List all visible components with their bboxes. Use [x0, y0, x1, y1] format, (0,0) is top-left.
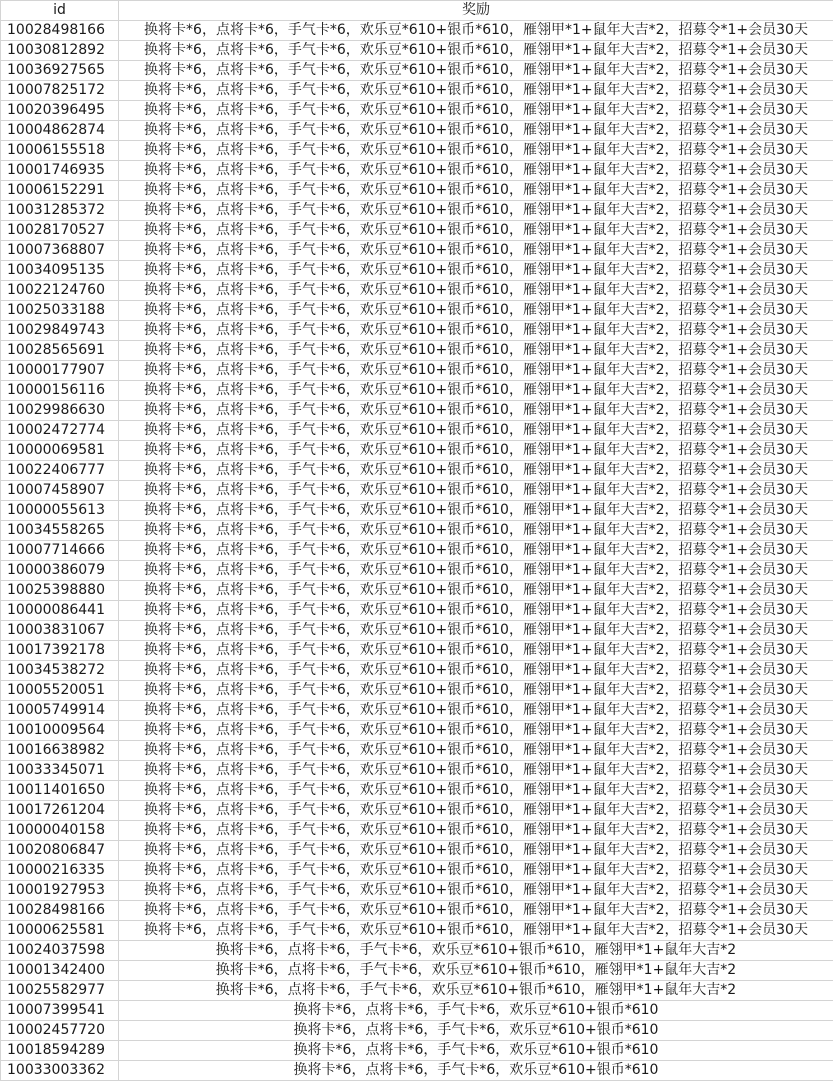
reward-cell[interactable]: 换将卡*6，点将卡*6，手气卡*6，欢乐豆*610+银币*610，雁翎甲*1+鼠年大吉*2，招募令*1+会员30天 — [119, 121, 833, 141]
id-cell[interactable]: 10004862874 — [1, 121, 119, 141]
table-row — [1, 841, 833, 861]
reward-cell[interactable]: 换将卡*6，点将卡*6，手气卡*6，欢乐豆*610+银币*610，雁翎甲*1+鼠年大吉*2，招募令*1+会员30天 — [119, 541, 833, 561]
table-row — [1, 401, 833, 421]
id-cell[interactable]: 10031285372 — [1, 201, 119, 221]
table-row — [1, 1041, 833, 1061]
reward-cell[interactable]: 换将卡*6，点将卡*6，手气卡*6，欢乐豆*610+银币*610，雁翎甲*1+鼠年大吉*2，招募令*1+会员30天 — [119, 421, 833, 441]
id-cell[interactable]: 10033345071 — [1, 761, 119, 781]
reward-cell[interactable]: 换将卡*6，点将卡*6，手气卡*6，欢乐豆*610+银币*610，雁翎甲*1+鼠年大吉*2，招募令*1+会员30天 — [119, 101, 833, 121]
id-cell[interactable]: 10007368807 — [1, 241, 119, 261]
table-row — [1, 741, 833, 761]
reward-cell[interactable]: 换将卡*6，点将卡*6，手气卡*6，欢乐豆*610+银币*610，雁翎甲*1+鼠年大吉*2，招募令*1+会员30天 — [119, 901, 833, 921]
reward-cell[interactable]: 换将卡*6，点将卡*6，手气卡*6，欢乐豆*610+银币*610，雁翎甲*1+鼠年大吉*2，招募令*1+会员30天 — [119, 401, 833, 421]
reward-cell[interactable]: 换将卡*6，点将卡*6，手气卡*6，欢乐豆*610+银币*610，雁翎甲*1+鼠年大吉*2，招募令*1+会员30天 — [119, 861, 833, 881]
id-cell[interactable]: 10025033188 — [1, 301, 119, 321]
table-row — [1, 381, 833, 401]
id-cell[interactable]: 10000216335 — [1, 861, 119, 881]
table-row — [1, 221, 833, 241]
table-row — [1, 981, 833, 1001]
table-row — [1, 181, 833, 201]
table-row — [1, 441, 833, 461]
id-cell[interactable]: 10006155518 — [1, 141, 119, 161]
id-cell[interactable]: 10000069581 — [1, 441, 119, 461]
reward-cell[interactable]: 换将卡*6，点将卡*6，手气卡*6，欢乐豆*610+银币*610，雁翎甲*1+鼠年大吉*2，招募令*1+会员30天 — [119, 61, 833, 81]
header-reward[interactable]: 奖励 — [119, 1, 833, 21]
id-cell[interactable]: 10028565691 — [1, 341, 119, 361]
id-cell[interactable]: 10033003362 — [1, 1061, 119, 1081]
reward-cell[interactable]: 换将卡*6，点将卡*6，手气卡*6，欢乐豆*610+银币*610，雁翎甲*1+鼠年大吉*2，招募令*1+会员30天 — [119, 681, 833, 701]
id-cell[interactable]: 10010009564 — [1, 721, 119, 741]
table-row — [1, 661, 833, 681]
table-row — [1, 761, 833, 781]
id-cell[interactable]: 10018594289 — [1, 1041, 119, 1061]
table-row — [1, 1061, 833, 1081]
reward-cell[interactable]: 换将卡*6，点将卡*6，手气卡*6，欢乐豆*610+银币*610，雁翎甲*1+鼠年大吉*2，招募令*1+会员30天 — [119, 881, 833, 901]
reward-cell[interactable]: 换将卡*6，点将卡*6，手气卡*6，欢乐豆*610+银币*610，雁翎甲*1+鼠年大吉*2，招募令*1+会员30天 — [119, 441, 833, 461]
table-row — [1, 261, 833, 281]
table-row — [1, 541, 833, 561]
reward-cell[interactable]: 换将卡*6，点将卡*6，手气卡*6，欢乐豆*610+银币*610 — [119, 1061, 833, 1081]
reward-cell[interactable]: 换将卡*6，点将卡*6，手气卡*6，欢乐豆*610+银币*610，雁翎甲*1+鼠年大吉*2，招募令*1+会员30天 — [119, 501, 833, 521]
id-cell[interactable]: 10001927953 — [1, 881, 119, 901]
reward-cell[interactable]: 换将卡*6，点将卡*6，手气卡*6，欢乐豆*610+银币*610，雁翎甲*1+鼠年大吉*2，招募令*1+会员30天 — [119, 301, 833, 321]
id-cell[interactable]: 10007825172 — [1, 81, 119, 101]
reward-cell[interactable]: 换将卡*6，点将卡*6，手气卡*6，欢乐豆*610+银币*610，雁翎甲*1+鼠年大吉*2，招募令*1+会员30天 — [119, 621, 833, 641]
reward-cell[interactable]: 换将卡*6，点将卡*6，手气卡*6，欢乐豆*610+银币*610，雁翎甲*1+鼠年大吉*2，招募令*1+会员30天 — [119, 581, 833, 601]
reward-cell[interactable]: 换将卡*6，点将卡*6，手气卡*6，欢乐豆*610+银币*610，雁翎甲*1+鼠年大吉*2，招募令*1+会员30天 — [119, 561, 833, 581]
table-row — [1, 681, 833, 701]
reward-cell[interactable]: 换将卡*6，点将卡*6，手气卡*6，欢乐豆*610+银币*610，雁翎甲*1+鼠年大吉*2，招募令*1+会员30天 — [119, 661, 833, 681]
table-row — [1, 1001, 833, 1021]
table-row — [1, 241, 833, 261]
table-row — [1, 521, 833, 541]
id-cell[interactable]: 10000177907 — [1, 361, 119, 381]
id-cell[interactable]: 10016638982 — [1, 741, 119, 761]
table-row — [1, 961, 833, 981]
table-row — [1, 601, 833, 621]
id-cell[interactable]: 10000055613 — [1, 501, 119, 521]
reward-cell[interactable]: 换将卡*6，点将卡*6，手气卡*6，欢乐豆*610+银币*610，雁翎甲*1+鼠年大吉*2，招募令*1+会员30天 — [119, 221, 833, 241]
table-row — [1, 501, 833, 521]
table-body — [1, 21, 833, 1081]
id-cell[interactable]: 10024037598 — [1, 941, 119, 961]
reward-cell[interactable]: 换将卡*6，点将卡*6，手气卡*6，欢乐豆*610+银币*610，雁翎甲*1+鼠年大吉*2，招募令*1+会员30天 — [119, 41, 833, 61]
reward-cell[interactable]: 换将卡*6，点将卡*6，手气卡*6，欢乐豆*610+银币*610，雁翎甲*1+鼠年大吉*2，招募令*1+会员30天 — [119, 201, 833, 221]
table-row — [1, 41, 833, 61]
id-cell[interactable]: 10029986630 — [1, 401, 119, 421]
reward-cell[interactable]: 换将卡*6，点将卡*6，手气卡*6，欢乐豆*610+银币*610，雁翎甲*1+鼠年大吉*2，招募令*1+会员30天 — [119, 381, 833, 401]
table-row — [1, 301, 833, 321]
table-row — [1, 641, 833, 661]
table-row — [1, 581, 833, 601]
table-row — [1, 801, 833, 821]
reward-cell[interactable]: 换将卡*6，点将卡*6，手气卡*6，欢乐豆*610+银币*610，雁翎甲*1+鼠年大吉*2，招募令*1+会员30天 — [119, 921, 833, 941]
id-cell[interactable]: 10030812892 — [1, 41, 119, 61]
table-row — [1, 701, 833, 721]
reward-cell[interactable]: 换将卡*6，点将卡*6，手气卡*6，欢乐豆*610+银币*610，雁翎甲*1+鼠年大吉*2，招募令*1+会员30天 — [119, 161, 833, 181]
id-cell[interactable]: 10034558265 — [1, 521, 119, 541]
reward-cell[interactable]: 换将卡*6，点将卡*6，手气卡*6，欢乐豆*610+银币*610，雁翎甲*1+鼠年大吉*2，招募令*1+会员30天 — [119, 641, 833, 661]
id-cell[interactable]: 10000086441 — [1, 601, 119, 621]
table-row — [1, 421, 833, 441]
id-cell[interactable]: 10000625581 — [1, 921, 119, 941]
id-cell[interactable]: 10017392178 — [1, 641, 119, 661]
table-row — [1, 481, 833, 501]
reward-cell[interactable]: 换将卡*6，点将卡*6，手气卡*6，欢乐豆*610+银币*610，雁翎甲*1+鼠年大吉*2，招募令*1+会员30天 — [119, 281, 833, 301]
reward-cell[interactable]: 换将卡*6，点将卡*6，手气卡*6，欢乐豆*610+银币*610，雁翎甲*1+鼠年大吉*2，招募令*1+会员30天 — [119, 841, 833, 861]
id-cell[interactable]: 10028170527 — [1, 221, 119, 241]
header-id[interactable]: id — [1, 1, 119, 21]
reward-cell[interactable]: 换将卡*6，点将卡*6，手气卡*6，欢乐豆*610+银币*610，雁翎甲*1+鼠年大吉*2，招募令*1+会员30天 — [119, 821, 833, 841]
id-cell[interactable]: 10034095135 — [1, 261, 119, 281]
header-row — [1, 1, 833, 21]
reward-cell[interactable]: 换将卡*6，点将卡*6，手气卡*6，欢乐豆*610+银币*610，雁翎甲*1+鼠年大吉*2，招募令*1+会员30天 — [119, 721, 833, 741]
table-row — [1, 881, 833, 901]
id-cell[interactable]: 10025398880 — [1, 581, 119, 601]
reward-cell[interactable]: 换将卡*6，点将卡*6，手气卡*6，欢乐豆*610+银币*610 — [119, 1001, 833, 1021]
id-cell[interactable]: 10001342400 — [1, 961, 119, 981]
table-row — [1, 61, 833, 81]
reward-cell[interactable]: 换将卡*6，点将卡*6，手气卡*6，欢乐豆*610+银币*610，雁翎甲*1+鼠年大吉*2，招募令*1+会员30天 — [119, 81, 833, 101]
reward-cell[interactable]: 换将卡*6，点将卡*6，手气卡*6，欢乐豆*610+银币*610，雁翎甲*1+鼠年大吉*2，招募令*1+会员30天 — [119, 781, 833, 801]
reward-cell[interactable]: 换将卡*6，点将卡*6，手气卡*6，欢乐豆*610+银币*610，雁翎甲*1+鼠年大吉*2 — [119, 961, 833, 981]
id-cell[interactable]: 10007458907 — [1, 481, 119, 501]
table-row — [1, 201, 833, 221]
id-cell[interactable]: 10028498166 — [1, 21, 119, 41]
id-cell[interactable]: 10022406777 — [1, 461, 119, 481]
id-cell[interactable]: 10002457720 — [1, 1021, 119, 1041]
id-cell[interactable]: 10020806847 — [1, 841, 119, 861]
id-cell[interactable]: 10007714666 — [1, 541, 119, 561]
reward-cell[interactable]: 换将卡*6，点将卡*6，手气卡*6，欢乐豆*610+银币*610，雁翎甲*1+鼠年大吉*2，招募令*1+会员30天 — [119, 701, 833, 721]
table-row — [1, 101, 833, 121]
reward-cell[interactable]: 换将卡*6，点将卡*6，手气卡*6，欢乐豆*610+银币*610，雁翎甲*1+鼠年大吉*2，招募令*1+会员30天 — [119, 321, 833, 341]
reward-cell[interactable]: 换将卡*6，点将卡*6，手气卡*6，欢乐豆*610+银币*610，雁翎甲*1+鼠年大吉*2，招募令*1+会员30天 — [119, 801, 833, 821]
table-row — [1, 561, 833, 581]
reward-cell[interactable]: 换将卡*6，点将卡*6，手气卡*6，欢乐豆*610+银币*610，雁翎甲*1+鼠年大吉*2，招募令*1+会员30天 — [119, 461, 833, 481]
id-cell[interactable]: 10000156116 — [1, 381, 119, 401]
table-row — [1, 861, 833, 881]
id-cell[interactable]: 10011401650 — [1, 781, 119, 801]
table-row — [1, 901, 833, 921]
reward-cell[interactable]: 换将卡*6，点将卡*6，手气卡*6，欢乐豆*610+银币*610，雁翎甲*1+鼠年大吉*2，招募令*1+会员30天 — [119, 601, 833, 621]
table-row — [1, 121, 833, 141]
table-row — [1, 21, 833, 41]
id-cell[interactable]: 10007399541 — [1, 1001, 119, 1021]
id-cell[interactable]: 10006152291 — [1, 181, 119, 201]
id-cell[interactable]: 10005749914 — [1, 701, 119, 721]
table-row — [1, 621, 833, 641]
reward-cell[interactable]: 换将卡*6，点将卡*6，手气卡*6，欢乐豆*610+银币*610，雁翎甲*1+鼠年大吉*2 — [119, 981, 833, 1001]
id-cell[interactable]: 10000040158 — [1, 821, 119, 841]
id-cell[interactable]: 10002472774 — [1, 421, 119, 441]
id-cell[interactable]: 10003831067 — [1, 621, 119, 641]
reward-cell[interactable]: 换将卡*6，点将卡*6，手气卡*6，欢乐豆*610+银币*610 — [119, 1021, 833, 1041]
id-cell[interactable]: 10017261204 — [1, 801, 119, 821]
reward-cell[interactable]: 换将卡*6，点将卡*6，手气卡*6，欢乐豆*610+银币*610，雁翎甲*1+鼠年大吉*2，招募令*1+会员30天 — [119, 141, 833, 161]
id-cell[interactable]: 10028498166 — [1, 901, 119, 921]
id-cell[interactable]: 10022124760 — [1, 281, 119, 301]
table-row — [1, 361, 833, 381]
table-row — [1, 721, 833, 741]
table-row — [1, 161, 833, 181]
reward-cell[interactable]: 换将卡*6，点将卡*6，手气卡*6，欢乐豆*610+银币*610，雁翎甲*1+鼠年大吉*2，招募令*1+会员30天 — [119, 361, 833, 381]
id-cell[interactable]: 10034538272 — [1, 661, 119, 681]
table-row — [1, 141, 833, 161]
reward-cell[interactable]: 换将卡*6，点将卡*6，手气卡*6，欢乐豆*610+银币*610，雁翎甲*1+鼠年大吉*2，招募令*1+会员30天 — [119, 241, 833, 261]
id-cell[interactable]: 10005520051 — [1, 681, 119, 701]
reward-cell[interactable]: 换将卡*6，点将卡*6，手气卡*6，欢乐豆*610+银币*610，雁翎甲*1+鼠年大吉*2 — [119, 941, 833, 961]
table-row — [1, 1021, 833, 1041]
id-cell[interactable]: 10020396495 — [1, 101, 119, 121]
reward-cell[interactable]: 换将卡*6，点将卡*6，手气卡*6，欢乐豆*610+银币*610，雁翎甲*1+鼠年大吉*2，招募令*1+会员30天 — [119, 181, 833, 201]
reward-cell[interactable]: 换将卡*6，点将卡*6，手气卡*6，欢乐豆*610+银币*610，雁翎甲*1+鼠年大吉*2，招募令*1+会员30天 — [119, 261, 833, 281]
table-row — [1, 321, 833, 341]
id-cell[interactable]: 10000386079 — [1, 561, 119, 581]
table-row — [1, 341, 833, 361]
table-row — [1, 921, 833, 941]
reward-cell[interactable]: 换将卡*6，点将卡*6，手气卡*6，欢乐豆*610+银币*610，雁翎甲*1+鼠年大吉*2，招募令*1+会员30天 — [119, 521, 833, 541]
table-row — [1, 821, 833, 841]
reward-cell[interactable]: 换将卡*6，点将卡*6，手气卡*6，欢乐豆*610+银币*610，雁翎甲*1+鼠年大吉*2，招募令*1+会员30天 — [119, 761, 833, 781]
id-cell[interactable]: 10001746935 — [1, 161, 119, 181]
id-cell[interactable]: 10025582977 — [1, 981, 119, 1001]
table-row — [1, 781, 833, 801]
reward-cell[interactable]: 换将卡*6，点将卡*6，手气卡*6，欢乐豆*610+银币*610，雁翎甲*1+鼠年大吉*2，招募令*1+会员30天 — [119, 21, 833, 41]
table-row — [1, 941, 833, 961]
table-row — [1, 281, 833, 301]
reward-cell[interactable]: 换将卡*6，点将卡*6，手气卡*6，欢乐豆*610+银币*610，雁翎甲*1+鼠年大吉*2，招募令*1+会员30天 — [119, 741, 833, 761]
reward-cell[interactable]: 换将卡*6，点将卡*6，手气卡*6，欢乐豆*610+银币*610，雁翎甲*1+鼠年大吉*2，招募令*1+会员30天 — [119, 481, 833, 501]
id-cell[interactable]: 10036927565 — [1, 61, 119, 81]
id-cell[interactable]: 10029849743 — [1, 321, 119, 341]
table-row — [1, 81, 833, 101]
reward-cell[interactable]: 换将卡*6，点将卡*6，手气卡*6，欢乐豆*610+银币*610，雁翎甲*1+鼠年大吉*2，招募令*1+会员30天 — [119, 341, 833, 361]
table-row — [1, 461, 833, 481]
reward-cell[interactable]: 换将卡*6，点将卡*6，手气卡*6，欢乐豆*610+银币*610 — [119, 1041, 833, 1061]
